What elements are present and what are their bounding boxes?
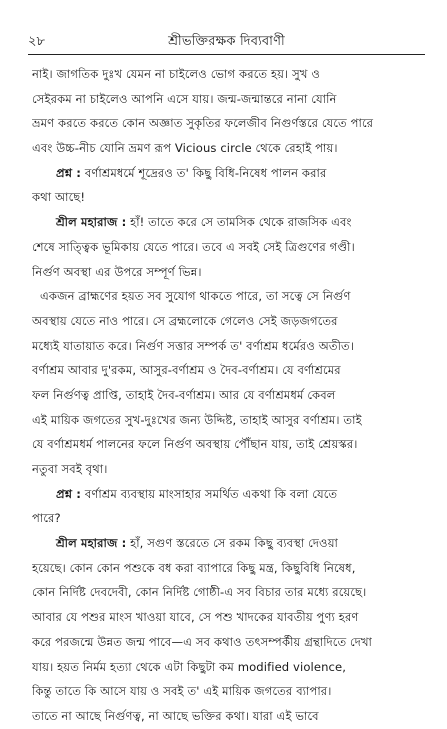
text-line: [32, 235, 429, 260]
line-text: বর্ণাশ্রমধর্মে শূদ্রেরও ত' কিছু বিধি-নিষেধ পালন করার: [81, 165, 327, 180]
text-line: [32, 210, 429, 235]
text-line: [32, 62, 429, 87]
text-line: [32, 185, 429, 210]
speaker-label: শ্রীল মহারাজ :: [56, 536, 127, 551]
line-text: নতুবা সবই বৃথা।: [32, 462, 108, 476]
text-line: [32, 408, 429, 433]
text-line: [32, 679, 429, 704]
text-line: [32, 358, 429, 383]
line-text: বর্ণাশ্রম ব্যবস্থায় মাংসাহার সমর্থিত একথা কি বলা যেতে: [81, 486, 338, 501]
speaker-label: শ্রীল মহারাজ :: [56, 215, 127, 230]
line-text: ফল নির্গুণত্ব প্রাপ্তি, তাহাই দৈব-বর্ণাশ্রম। আর যে বর্ণাশ্রমধর্ম কেবল: [32, 387, 336, 402]
line-text: পারে?: [32, 511, 61, 526]
line-text: নাই। জাগতিক দুঃখ যেমন না চাইলেও ভোগ করতে হয়। সুখ ও: [32, 67, 320, 81]
text-line: [32, 87, 429, 112]
text-line: [32, 260, 429, 285]
line-text: কিন্তু তাতে কি আসে যায় ও সবই ত' এই মায়িক জগতের ব্যাপার।: [32, 684, 332, 699]
text-line: [32, 161, 429, 186]
line-text: তাতে না আছে নির্গুণত্ব, না আছে ভক্তির কথা। যারা এই ভাবে: [32, 708, 319, 723]
text-line: [32, 482, 429, 507]
line-text: করে পরজন্মে উন্নত জন্ম পাবে—এ সব কথাও তৎসম্পর্কীয় গ্রন্থাদিতে দেখা: [32, 634, 373, 649]
text-line: [32, 136, 429, 161]
text-line: [32, 432, 429, 457]
line-text: হাঁ, সগুণ স্তরেতে সে রকম কিছু ব্যবস্থা দেওয়া: [126, 536, 338, 551]
text-line: [32, 111, 429, 136]
text-line: [32, 383, 429, 408]
text-line: [32, 605, 429, 630]
line-text: শেষে সাত্ত্বিক ভূমিকায় যেতে পারে। তবে এ সবই সেই ত্রিগুণের গণ্ডী।: [32, 239, 355, 254]
line-text: যে বর্ণাশ্রমধর্ম পালনের ফলে নির্গুণ অবস্থায় পৌঁছান যায়, তাই শ্রেয়স্কর।: [32, 437, 358, 452]
text-line: [32, 655, 429, 680]
body-text: [32, 62, 429, 729]
line-text: বর্ণাশ্রম আবার দু'রকম, আসুর-বর্ণাশ্রম ও দৈব-বর্ণাশ্রম। যে বর্ণাশ্রমের: [32, 363, 341, 378]
line-text: যায়। হয়ত নির্মম হত্যা থেকে এটা কিছুটা কম modified violence,: [32, 659, 347, 674]
line-text: আবার যে পশুর মাংস খাওয়া যাবে, সে পশু খাদকের যাবতীয় পুণ্য হরণ: [32, 610, 359, 625]
line-text: কোন নির্দিষ্ট দেবদেবী, কোন নির্দিষ্ট গোষ্ঠী-এ সব বিচার তার মধ্যে রয়েছে।: [32, 585, 367, 600]
text-line: [32, 309, 429, 334]
page-number: ২৮: [28, 34, 45, 49]
line-text: একজন ব্রাহ্মণের হয়ত সব সুযোগ থাকতে পারে, তা সত্বে সে নির্গুণ: [40, 289, 351, 304]
running-title: শ্রীভক্তিরক্ষক দিব্যবাণী: [168, 34, 285, 49]
line-text: মধ্যেই যাতায়াত করে। নির্গুণ সত্তার সম্পর্ক ত' বর্ণাশ্রম ধর্মেরও অতীত।: [32, 338, 355, 353]
line-text: সেইরকম না চাইলেও আপনি এসে যায়। জন্ম-জন্মান্তরে নানা যোনি: [32, 91, 337, 106]
line-text: অবস্থায় যেতে নাও পারে। সে ব্রহ্মলোকে গেলেও সেই জড়জগতের: [32, 313, 338, 328]
line-text: নির্গুণ অবস্থা এর উপরে সম্পূর্ণ ভিন্ন।: [32, 264, 202, 279]
line-text: হয়েছে। কোন কোন পশুকে বধ করা ব্যাপারে কিছু মন্ত্র, কিছুবিধি নিষেধ,: [32, 560, 356, 575]
line-text: এই মায়িক জগতের সুখ-দুঃখের জন্য উদ্দিষ্ট, তাহাই আসুর বর্ণাশ্রম। তাই: [32, 412, 362, 427]
page-header: [28, 32, 425, 55]
text-line: [32, 704, 429, 729]
text-line: [32, 630, 429, 655]
text-line: [32, 531, 429, 556]
line-text: ভ্রমণ করতে করতে কোন অজ্ঞাত সুকৃতির ফলেজীব নিগুর্ণস্তরে যেতে পারে: [32, 116, 374, 131]
text-line: [32, 284, 429, 309]
speaker-label: প্রশ্ন :: [56, 165, 82, 180]
line-text: এবং উচ্চ-নীচ যোনি ভ্রমণ রূপ Vicious circle থেকে রেহাই পায়।: [32, 141, 338, 156]
line-text: কথা আছে!: [32, 190, 86, 205]
text-line: [32, 556, 429, 581]
text-line: [32, 506, 429, 531]
line-text: হাঁ! তাতে করে সে তামসিক থেকে রাজসিক এবং: [126, 215, 352, 230]
text-line: [32, 580, 429, 605]
speaker-label: প্রশ্ন :: [56, 486, 82, 501]
text-line: [32, 457, 429, 482]
text-line: [32, 334, 429, 359]
